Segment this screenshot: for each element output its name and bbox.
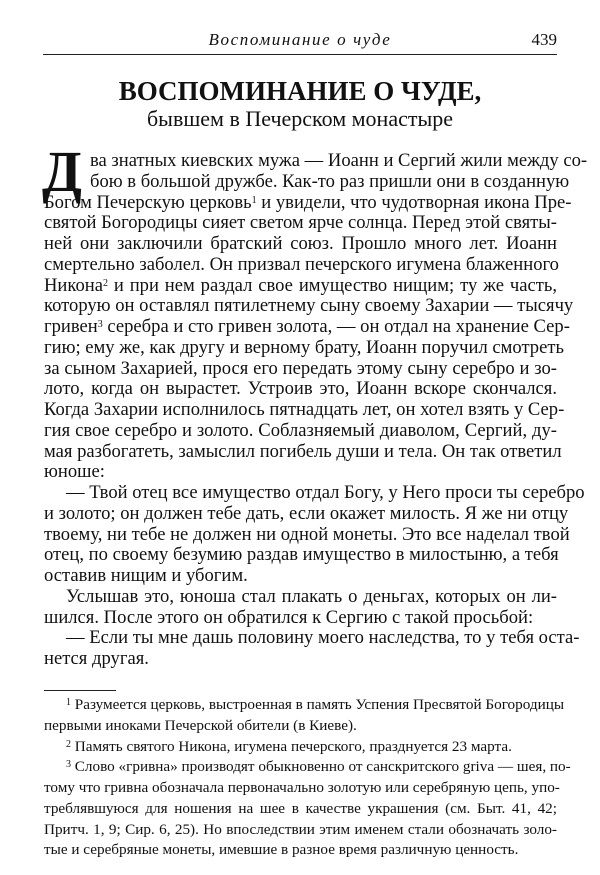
text-line [44, 359, 557, 380]
line-text: Никона [44, 274, 103, 296]
footnote-line [44, 840, 557, 861]
line-text: серебра и сто гривен золота, — он отдал на хранение Сер- [102, 316, 570, 337]
text-line [44, 502, 569, 525]
text-line [44, 421, 557, 442]
text-line [44, 523, 570, 546]
line-text: гия свое серебро и золото. Соблазняемый диаволом, Сергий, ду- [44, 419, 557, 441]
line-text: твоему, ни тебе не должен ни одной монеты. Это все наделал твой [44, 523, 570, 545]
text-line [44, 213, 557, 234]
line-text: бою в большой дружбе. Как-то раз пришли они в созданную [90, 170, 570, 192]
running-title: Воспоминание о чуде [208, 30, 392, 49]
line-text: и при нем раздал свое имущество нищим; ту же часть, [107, 274, 557, 296]
text-line [44, 295, 574, 317]
line-text: первыми иноками Печерской обители (в Киеве). [44, 716, 357, 734]
line-text: Притч. 1, 9; Сир. 6, 25). Но впоследствии этим именем стали обозначать золо- [44, 820, 557, 838]
text-line [44, 627, 580, 649]
footnotes [44, 695, 571, 861]
line-text: гривен [44, 316, 98, 337]
line-text: юноше: [44, 461, 105, 483]
footnote-line [44, 799, 557, 820]
text-line [44, 649, 557, 670]
footnote-ref: 3 [97, 319, 103, 330]
footnote-line [44, 820, 557, 841]
text-line [44, 276, 557, 297]
line-text: которую он оставлял пятилетнему сыну своему Захарии — тысячу [44, 295, 574, 317]
line-text: оставив нищим и убогим. [44, 565, 248, 586]
text-line [44, 608, 557, 629]
line-text: Когда Захарии исполнилось пятнадцать лет, он хотел взять у Сер- [44, 399, 565, 420]
line-text: — Твой отец все имущество отдал Богу, у Него проси ты серебро [66, 482, 585, 503]
line-text: Услышав это, юноша стал плакать о деньгах, которых он ли- [66, 585, 557, 607]
line-text: за сыном Захарией, прося его передать этому сыну серебро и зо- [44, 357, 557, 379]
footnote-line [44, 778, 560, 799]
footnote-marker: 1 [66, 697, 71, 708]
text-line [44, 587, 557, 608]
page-number: 439 [531, 30, 557, 49]
line-text: тые и серебряные монеты, имевшие в разное время различную ценность. [44, 841, 519, 859]
line-text: лото, когда он вырастет. Устроив это, Иоанн вскоре скончался. [44, 378, 557, 400]
drop-cap: Д [42, 139, 82, 204]
line-text: — Если ты мне дашь половину моего наследства, то у тебя оста- [66, 627, 580, 649]
text-line [44, 316, 570, 338]
line-text: тому что гривна обозначала первоначально золотую или серебряную цепь, упо- [44, 779, 560, 796]
line-text: и увидели, что чудотворная икона Пре- [256, 191, 572, 213]
text-line [44, 255, 557, 276]
line-text: и золото; он должен тебе дать, если окажет милость. Я же ни отцу [44, 502, 569, 524]
text-line [44, 566, 557, 587]
line-text: Богом Печерскую церковь [44, 191, 252, 213]
chapter-subtitle: бывшем в Печерском монастыре [146, 106, 454, 131]
text-line [44, 482, 585, 504]
line-text: ва знатных киевских мужа — Иоанн и Сергий жили между со- [90, 150, 588, 171]
line-text: смертельно заболел. Он призвал печерского игумена блаженного [44, 253, 559, 275]
text-line [44, 170, 570, 193]
line-text: ней они заключили братский союз. Прошло много лет. Иоанн [44, 233, 557, 254]
line-text: Память святого Никона, игумена печерского, празднуется 23 марта. [71, 737, 512, 755]
text-line [44, 379, 557, 400]
body-text [42, 139, 588, 670]
footnote-line [44, 716, 557, 737]
text-line [44, 440, 562, 463]
line-text: нется другая. [44, 648, 149, 669]
footnote-divider [44, 690, 116, 691]
line-text: отец, по своему безумию раздав имущество в милостыню, а тебя [44, 544, 559, 566]
text-line [44, 234, 557, 255]
footnote-line [44, 695, 565, 716]
text-line [44, 336, 564, 359]
line-text: гию; ему же, как другу и верному брату, Иоанн поручил смотреть [44, 336, 564, 358]
footnote-marker: 3 [66, 759, 71, 771]
footnote-ref: 1 [251, 194, 257, 206]
line-text: святой Богородицы сияет светом ярче солнца. Перед этой святы- [44, 212, 557, 234]
text-line [44, 545, 557, 566]
line-text: треблявшуюся для ношения на шее в качестве украшения (см. Быт. 41, 42; [44, 799, 557, 817]
text-line [44, 150, 588, 172]
chapter-title: ВОСПОМИНАНИЕ О ЧУДЕ, [118, 76, 482, 106]
footnote-marker: 2 [66, 738, 71, 750]
text-line [44, 191, 572, 214]
line-text: шился. После этого он обратился к Сергию с такой просьбой: [44, 606, 534, 628]
line-text: мая разбогатеть, замыслил погибель души и тела. Он так ответил [44, 440, 562, 462]
text-line [44, 462, 557, 483]
text-line [44, 399, 565, 421]
footnote-ref: 2 [102, 277, 108, 289]
footnote-line [44, 757, 571, 778]
footnote-line [44, 737, 557, 758]
line-text: Разумеется церковь, выстроенная в память Успения Пресвятой Богородицы [71, 696, 565, 713]
line-text: Слово «гривна» производят обыкновенно от санскритского griva — шея, по- [71, 758, 571, 776]
running-header [43, 28, 557, 55]
